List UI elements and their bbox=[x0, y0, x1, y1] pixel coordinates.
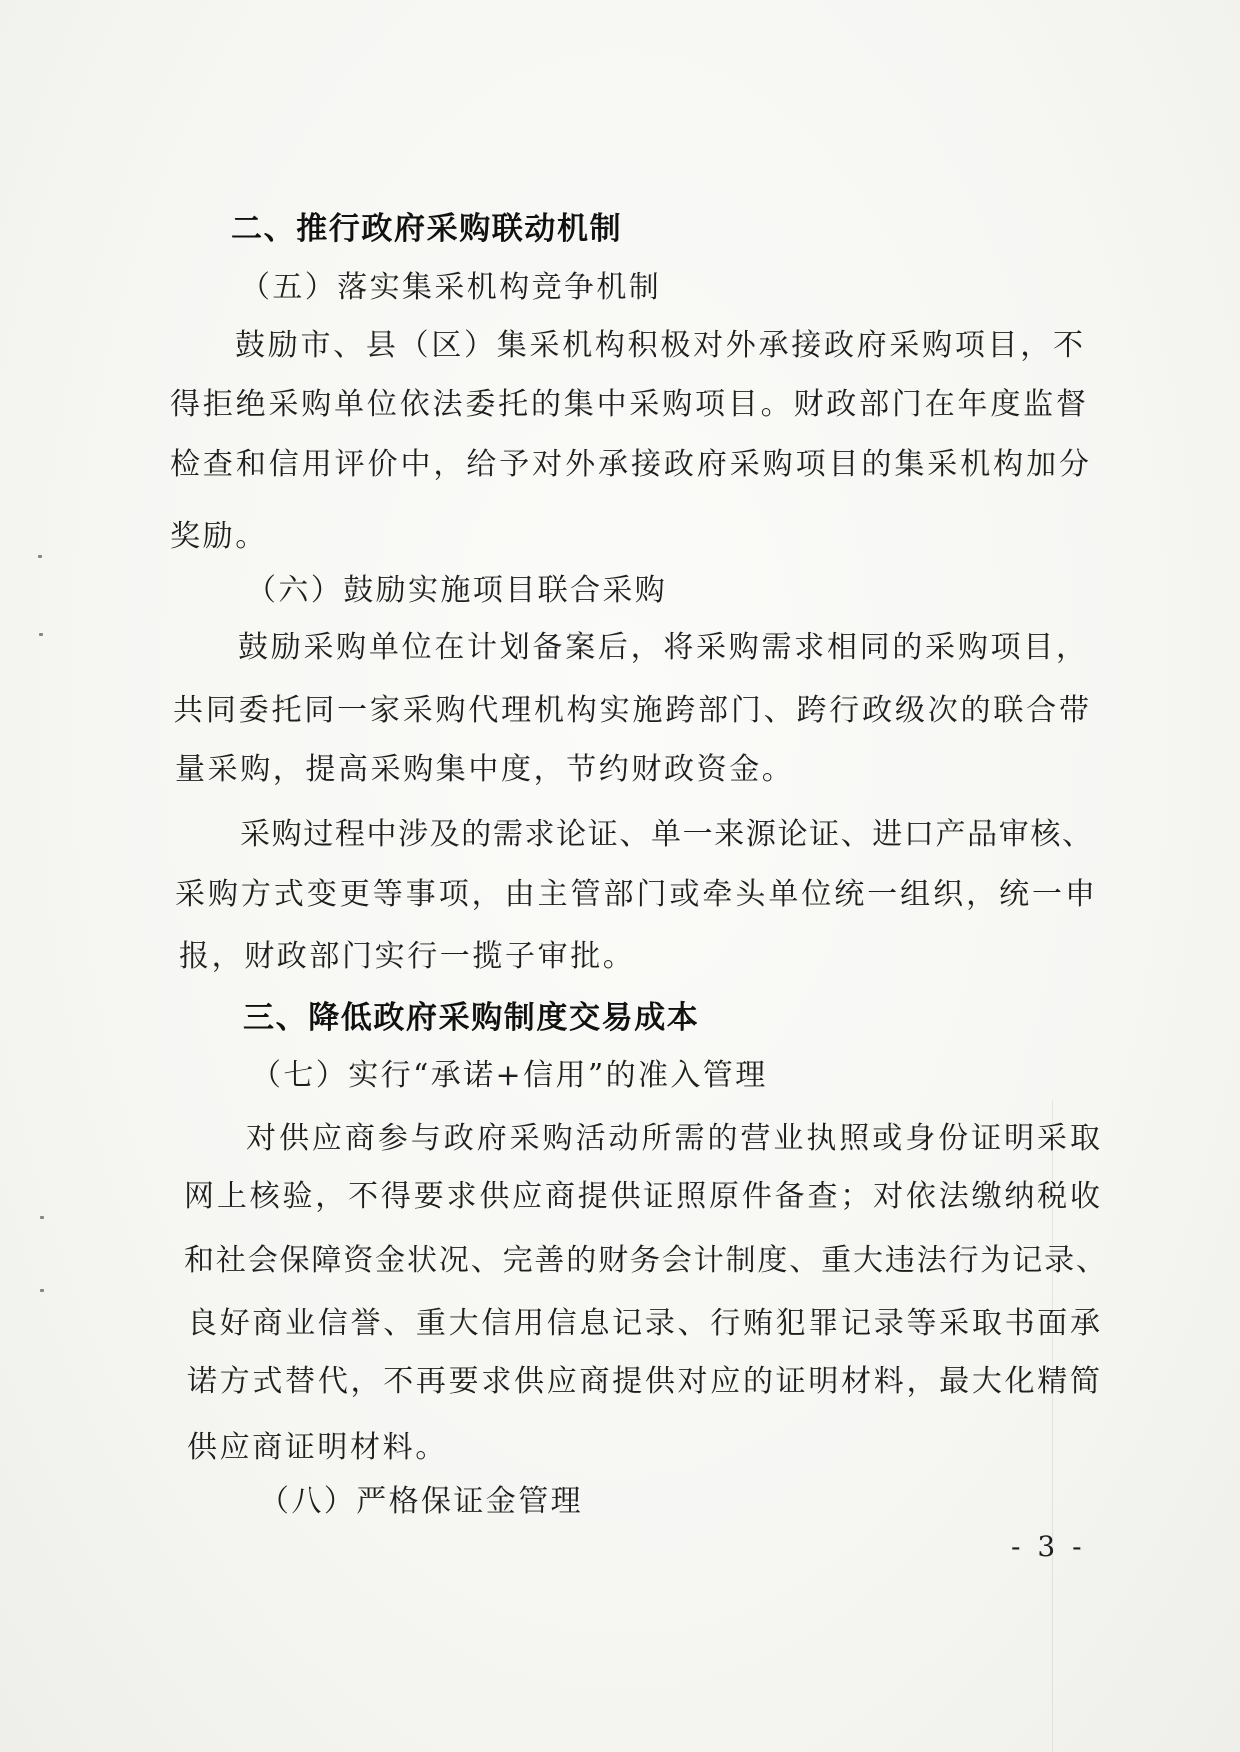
item-6-para2-line: 报，财政部门实行一揽子审批。 bbox=[179, 939, 636, 974]
item-5-line: 得拒绝采购单位依法委托的集中采购项目。财政部门在年度监督 bbox=[170, 387, 1086, 422]
item-5-line: 鼓励市、县（区）集采机构积极对外承接政府采购项目，不 bbox=[235, 328, 1083, 363]
item-7-line: 和社会保障资金状况、完善的财务会计制度、重大违法行为记录、 bbox=[184, 1243, 1106, 1278]
item-6-para1-line: 共同委托同一家采购代理机构实施跨部门、跨行政级次的联合带 bbox=[173, 693, 1089, 728]
item-7-line: 诺方式替代，不再要求供应商提供对应的证明材料，最大化精简 bbox=[187, 1364, 1100, 1399]
section-heading-3: 三、降低政府采购制度交易成本 bbox=[243, 1000, 700, 1036]
item-6-para1-line: 量采购，提高采购集中度，节约财政资金。 bbox=[175, 752, 795, 787]
item-7-line: 网上核验，不得要求供应商提供证照原件备查；对依法缴纳税收 bbox=[184, 1179, 1100, 1214]
page-number: - 3 - bbox=[1011, 1530, 1086, 1563]
item-7-line: 供应商证明材料。 bbox=[187, 1430, 448, 1465]
item-8-title: （八）严格保证金管理 bbox=[259, 1484, 583, 1519]
item-7-title: （七）实行“承诺+信用”的准入管理 bbox=[251, 1058, 768, 1093]
item-5-line: 检查和信用评价中，给予对外承接政府采购项目的集采机构加分 bbox=[170, 447, 1089, 482]
section-heading-2: 二、推行政府采购联动机制 bbox=[231, 211, 623, 247]
item-6-para1-line: 鼓励采购单位在计划备案后，将采购需求相同的采购项目， bbox=[238, 630, 1086, 665]
item-5-line: 奖励。 bbox=[170, 519, 268, 554]
scan-speck bbox=[40, 1289, 44, 1292]
item-5-title: （五）落实集采机构竞争机制 bbox=[240, 270, 662, 305]
item-7-line: 对供应商参与政府采购活动所需的营业执照或身份证明采取 bbox=[246, 1121, 1100, 1156]
scan-speck bbox=[39, 633, 43, 636]
item-7-line: 良好商业信誉、重大信用信息记录、行贿犯罪记录等采取书面承 bbox=[187, 1306, 1100, 1341]
item-6-para2-line: 采购方式变更等事项，由主管部门或牵头单位统一组织，统一申 bbox=[175, 877, 1095, 912]
scan-speck bbox=[40, 1216, 44, 1219]
item-6-title: （六）鼓励实施项目联合采购 bbox=[246, 573, 668, 608]
item-6-para2-line: 采购过程中涉及的需求论证、单一来源论证、进口产品审核、 bbox=[240, 817, 1092, 852]
scan-speck bbox=[38, 555, 42, 558]
